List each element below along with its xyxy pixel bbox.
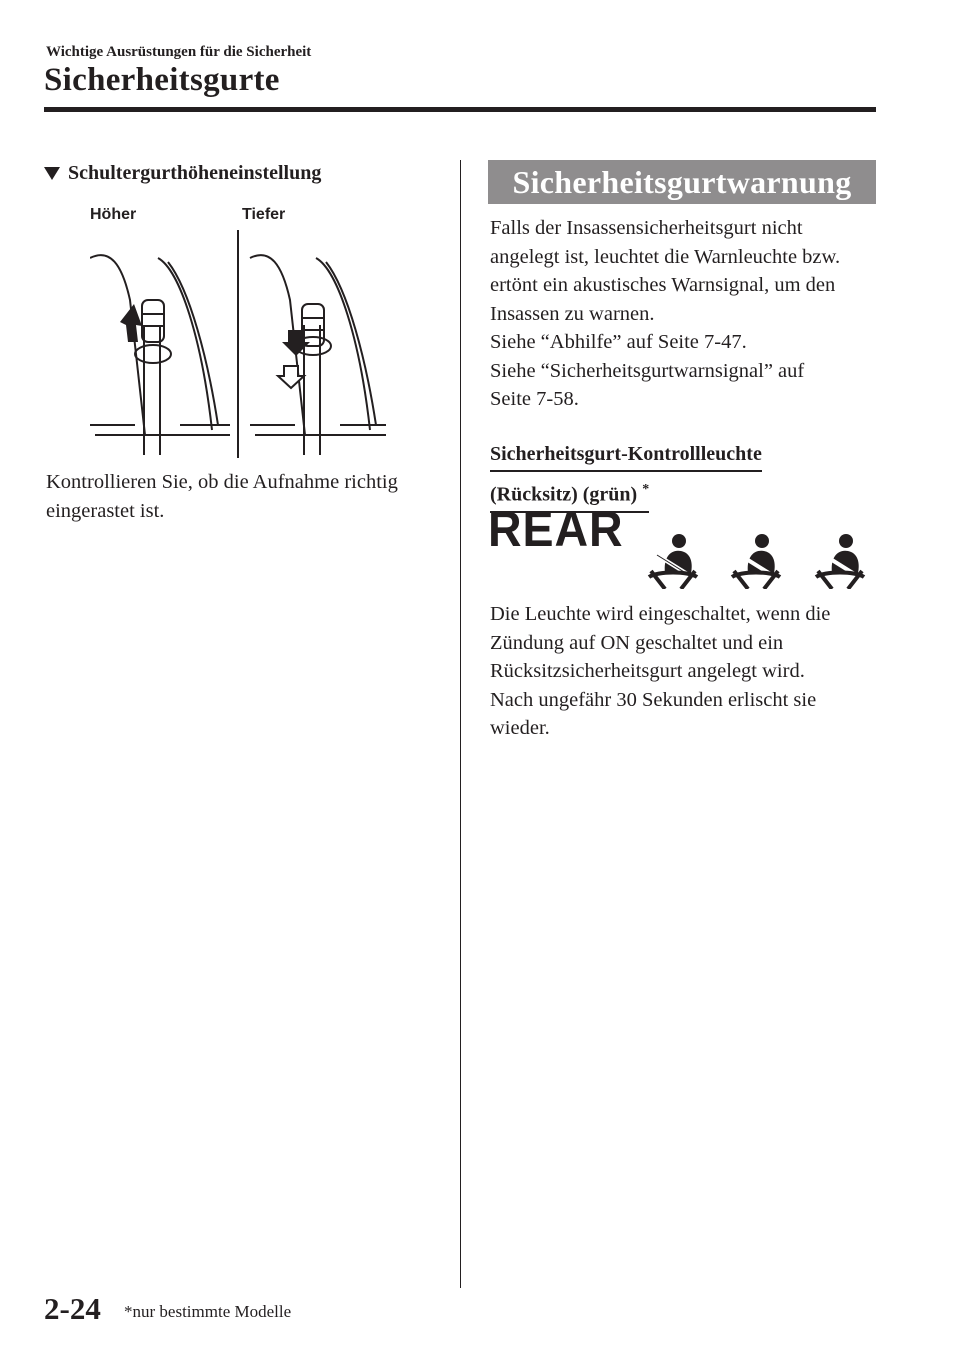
paragraph-line: Falls der Insassensicherheitsgurt nicht [490, 217, 803, 239]
warning-paragraph [490, 214, 875, 414]
subheading-line-2-text: (Rücksitz) (grün) [490, 483, 638, 506]
paragraph-line: Rücksitzsicherheitsgurt angelegt wird. [490, 660, 805, 682]
triangle-bullet-icon [44, 167, 60, 180]
figure-label-higher: Höher [90, 206, 137, 223]
figure-label-lower: Tiefer [242, 206, 286, 223]
column-divider [460, 160, 461, 1288]
paragraph-line: angelegt ist, leuchtet die Warnleuchte bzw. [490, 245, 841, 268]
paragraph-line: wieder. [490, 717, 550, 739]
footnote: *nur bestimmte Modelle [124, 1302, 292, 1321]
paragraph-line: Zündung auf ON geschaltet und ein [490, 631, 784, 654]
section-banner: Sicherheitsgurtwarnung [488, 160, 876, 204]
page-title: Sicherheitsgurte [44, 62, 280, 98]
left-paragraph: Kontrollieren Sie, ob die Aufnahme richtig eingerastet ist. [46, 471, 398, 522]
subheading-text: Schultergurthöheneinstellung [68, 162, 322, 184]
title-rule [44, 107, 876, 112]
paragraph-line: Seite 7-58. [490, 388, 579, 410]
paragraph-line: ertönt ein akustisches Warnsignal, um den [490, 274, 836, 296]
paragraph-line: Siehe “Sicherheitsgurtwarnsignal” auf [490, 359, 805, 382]
subheading-shoulder-belt [44, 162, 321, 185]
subheading-line-1: Sicherheitsgurt-Kontrollleuchte [490, 440, 762, 472]
rear-indicator-paragraph [490, 600, 875, 743]
seatbelt-icon [810, 533, 870, 589]
paragraph-line: Siehe “Abhilfe” auf Seite 7-47. [490, 331, 747, 353]
paragraph-line: Insassen zu warnen. [490, 302, 655, 325]
belt-height-figure [90, 230, 390, 458]
seatbelt-icon [726, 533, 786, 589]
footnote-mark: * [642, 482, 650, 497]
seatbelt-icon [643, 533, 703, 589]
paragraph-line: Die Leuchte wird eingeschaltet, wenn die [490, 603, 831, 625]
paragraph-line: Nach ungefähr 30 Sekunden erlischt sie [490, 688, 817, 711]
rear-indicator-text: REAR [488, 501, 624, 557]
section-kicker: Wichtige Ausrüstungen für die Sicherheit [46, 44, 312, 60]
page-number: 2-24 [44, 1291, 101, 1326]
